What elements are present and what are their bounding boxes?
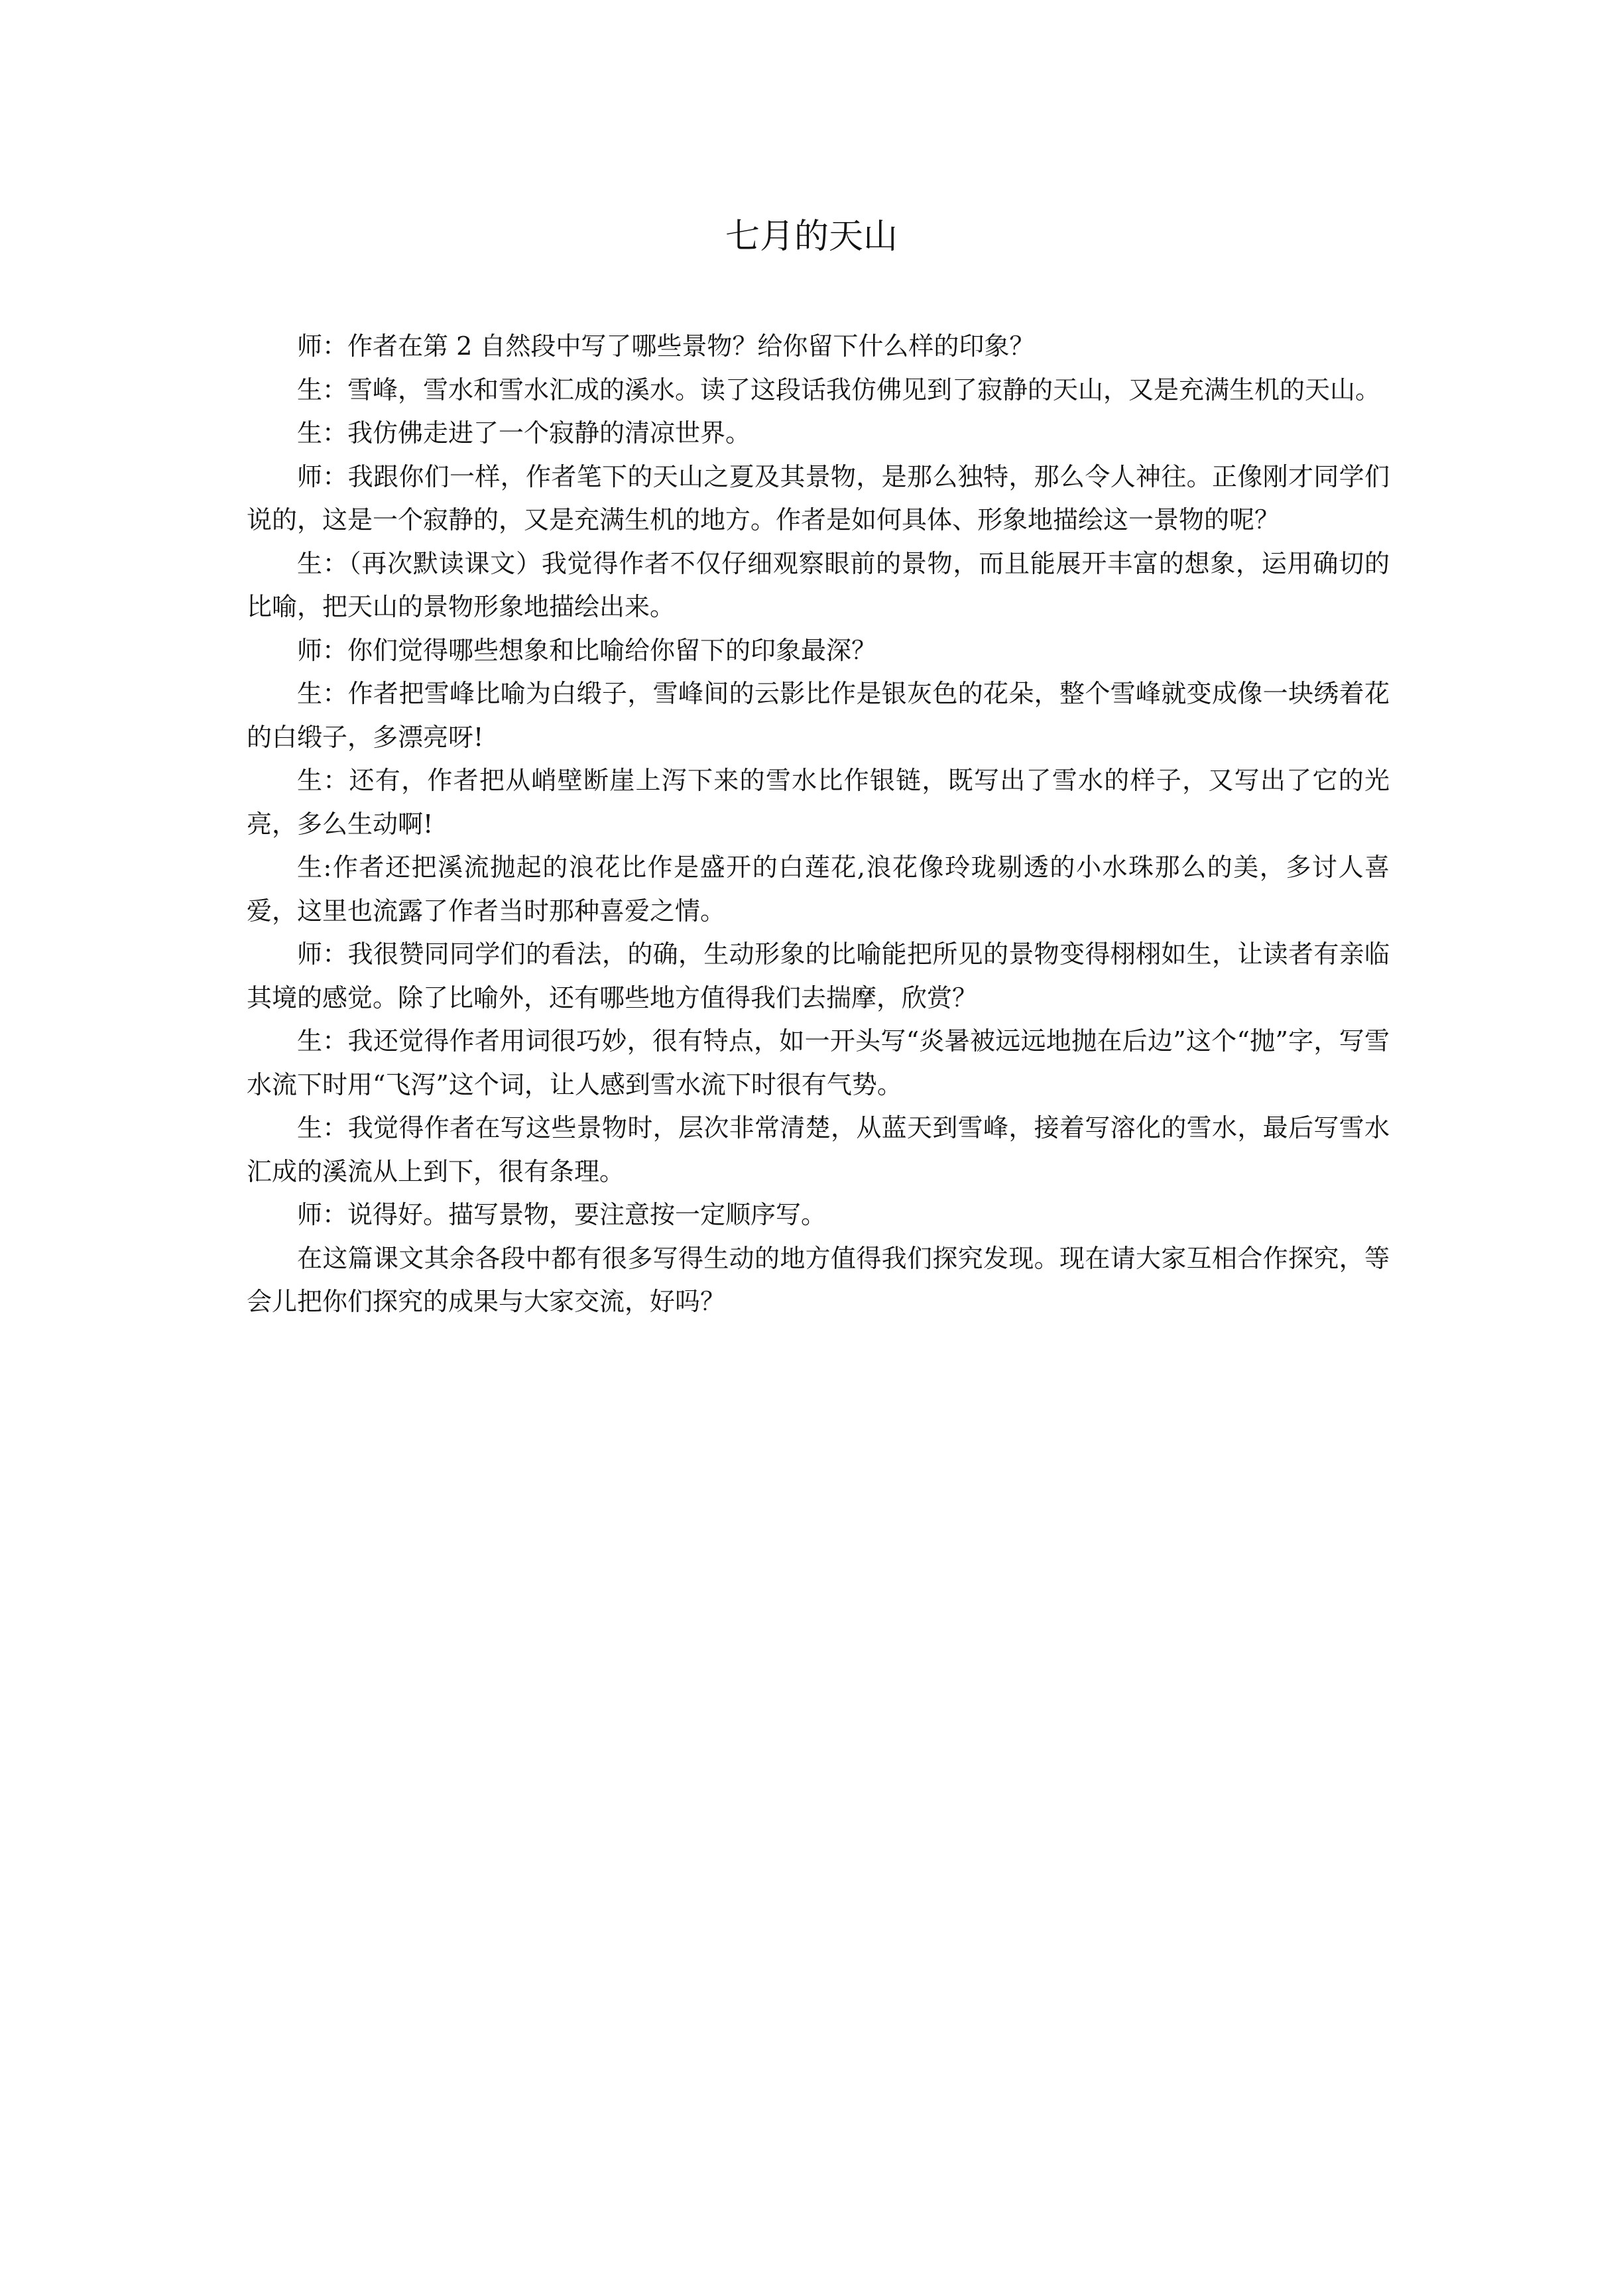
- paragraph: 生：作者把雪峰比喻为白缎子，雪峰间的云影比作是银灰色的花朵，整个雪峰就变成像一块绣着花的白缎子，多漂亮呀!: [247, 679, 1390, 752]
- paragraph: 生：雪峰，雪水和雪水汇成的溪水。读了这段话我仿佛见到了寂静的天山，又是充满生机的天山。: [297, 375, 1381, 404]
- paragraph: 师：作者在第 2 自然段中写了哪些景物？给你留下什么样的印象？: [297, 332, 1035, 361]
- document-title: 七月的天山: [725, 217, 898, 257]
- paragraph: 师：你们觉得哪些想象和比喻给你留下的印象最深？: [297, 635, 877, 665]
- paragraph: 生：我还觉得作者用词很巧妙，很有特点，如一开头写“炎暑被远远地抛在后边”这个“抛”字，写雪水流下时用“飞泻”这个词，让人感到雪水流下时很有气势。: [247, 1026, 1390, 1099]
- paragraph: 生：我仿佛走进了一个寂静的清凉世界。: [297, 418, 751, 448]
- paragraph: 师：说得好。描写景物，要注意按一定顺序写。: [297, 1200, 827, 1229]
- paragraph: 生：我觉得作者在写这些景物时，层次非常清楚，从蓝天到雪峰，接着写溶化的雪水，最后写雪水汇成的溪流从上到下，很有条理。: [247, 1113, 1390, 1186]
- document-body: [247, 325, 1390, 1324]
- paragraph: 生：还有，作者把从峭壁断崖上泻下来的雪水比作银链，既写出了雪水的样子，又写出了它的光亮，多么生动啊!: [247, 766, 1390, 839]
- paragraph: 生:作者还把溪流抛起的浪花比作是盛开的白莲花,浪花像玲珑剔透的小水珠那么的美，多讨人喜爱，这里也流露了作者当时那种喜爱之情。: [247, 853, 1390, 926]
- paragraph: 生：（再次默读课文）我觉得作者不仅仔细观察眼前的景物，而且能展开丰富的想象，运用确切的比喻，把天山的景物形象地描绘出来。: [247, 548, 1390, 621]
- paragraph: 师：我跟你们一样，作者笔下的天山之夏及其景物，是那么独特，那么令人神往。正像刚才同学们说的，这是一个寂静的，又是充满生机的地方。作者是如何具体、形象地描绘这一景物的呢？: [247, 461, 1390, 534]
- paragraph: 在这篇课文其余各段中都有很多写得生动的地方值得我们探究发现。现在请大家互相合作探究，等会儿把你们探究的成果与大家交流，好吗？: [247, 1243, 1390, 1316]
- paragraph: 师：我很赞同同学们的看法，的确，生动形象的比喻能把所见的景物变得栩栩如生，让读者有亲临其境的感觉。除了比喻外，还有哪些地方值得我们去揣摩，欣赏？: [247, 939, 1390, 1012]
